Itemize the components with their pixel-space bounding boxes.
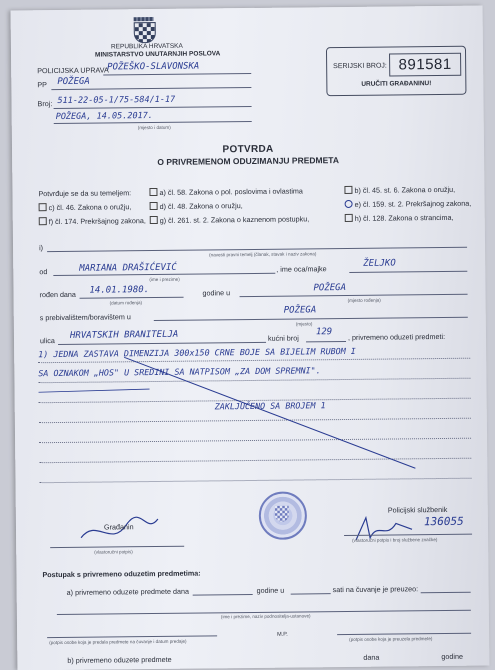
procedure-b-godine: godine [441,651,463,662]
officer-label: Policijski službenik [387,504,448,515]
seized-item-line-2: SA OZNAKOM „HOS" U SREDINI SA NATPISOM „ZA DOM SPREMNI". [38,365,321,379]
procedure-b-label: b) privremeno oduzete predmete [67,654,172,665]
procedure-a-label: a) privremeno oduzete predmete dana [66,586,189,597]
od-label: od [39,267,48,277]
procedure-heading: Postupak s privremeno oduzetim predmetima: [42,568,201,580]
legal-option-d: d) čl. 48. Zakona o oružju, [150,201,243,211]
legal-i-caption: (navesti pravni temelj (članak, stavak i naziv zakona) [209,251,317,258]
legal-option-g: g) čl. 261. st. 2. Zakona o kaznenom postupku, [150,214,310,225]
person-name: MARIANA DRAŠIĆEVIĆ [79,262,177,274]
person-name-caption: (ime i prezime) [149,276,180,283]
broj-value: 511-22-05-1/75-584/1-17 [57,94,176,107]
caption-left: (potpis osobe koja je predala predmete na čuvanje i datum predaje) [49,638,187,646]
seized-conclusion: ZAKLJUČENO SA BROJEM 1 [214,400,326,412]
serial-number: 891581 [389,53,461,77]
legal-option-a: a) čl. 58. Zakona o pol. poslovima i ovlastima [149,186,303,197]
ministry-name: MINISTARSTVO UNUTARNJIH POSLOVA [94,50,221,59]
house-number: 129 [315,327,333,338]
broj-label: Broj: [37,99,53,109]
born-label: rođen dana [39,289,76,300]
official-stamp-icon [259,491,308,540]
legal-i-label: i) [38,243,44,253]
station-label: PP [37,80,47,90]
officer-caption: (vlastoručni potpis i broj službene značke) [352,537,438,543]
police-admin-label: POLICIJSKA UPRAVA [37,65,109,76]
police-admin-value: POŽEŠKO-SLAVONSKA [107,61,200,73]
seized-label: , privremeno oduzeti predmeti: [347,331,446,342]
procedure-a-time: sati na čuvanje je preuzeo: [332,584,419,595]
document-page [11,6,490,670]
residence-value: POŽEGA [283,305,317,316]
parent-label: , ime oca/majke [276,264,327,274]
station-value: POŽEGA [57,76,90,88]
house-label: kućni broj [267,333,299,343]
procedure-b-dana: dana [363,652,380,662]
procedure-a-caption: (ime i prezime, naziv podnositelja-ustanove) [220,613,311,620]
born-place-caption: (mjesto rođenja) [347,297,381,303]
legal-option-c: c) čl. 46. Zakona o oružju, [39,202,132,212]
serial-caption: URUČITI GRAĐANINU! [361,80,432,88]
procedure-a-year: godine u [256,585,285,595]
seized-item-line-1: 1) JEDNA ZASTAVA DIMENZIJA 300x150 CRNE BOJE SA BIJELIM RUBOM I [38,345,356,360]
place-date-caption: (mjesto i datum) [137,124,171,131]
mp-label: M.P. [277,631,288,638]
serial-label: SERIJSKI BROJ: [333,62,387,71]
officer-badge: 136055 [423,514,464,529]
residence-label: s prebivalištem/boravištem u [39,312,131,323]
republic-name: REPUBLIKA HRVATSKA [110,42,183,51]
parent-name: ŽELJKO [363,258,396,269]
legal-option-f: f) čl. 174. Prekršajnog zakona, [39,216,146,226]
born-place: POŽEGA [313,282,347,294]
citizen-caption: (vlastoručni potpis) [94,549,133,555]
legal-option-e: e) čl. 159. st. 2. Prekršajnog zakona, [345,199,472,209]
year-label: godine u [202,288,231,298]
legal-intro: Potvrđuje se da su temeljem: [38,188,132,199]
legal-option-h: h) čl. 128. Zakona o strancima, [345,213,454,223]
born-date-caption: (datum rođenja) [109,300,143,306]
legal-option-b: b) čl. 45. st. 6. Zakona o oružju, [344,185,455,195]
street-value: HRVATSKIH BRANITELJA [69,329,179,341]
place-date-value: POŽEGA, 14.05.2017. [55,111,153,123]
citizen-label: Građanin [103,522,134,532]
document-subtitle: O PRIVREMENOM ODUZIMANJU PREDMETA [157,155,340,167]
caption-right: (potpis osobe koja je preuzela predmete) [349,636,433,642]
street-label: ulica [39,336,55,346]
residence-caption: (mjesto) [295,321,313,327]
born-date: 14.01.1980. [89,285,150,296]
document-title: POTVRDA [222,143,274,156]
